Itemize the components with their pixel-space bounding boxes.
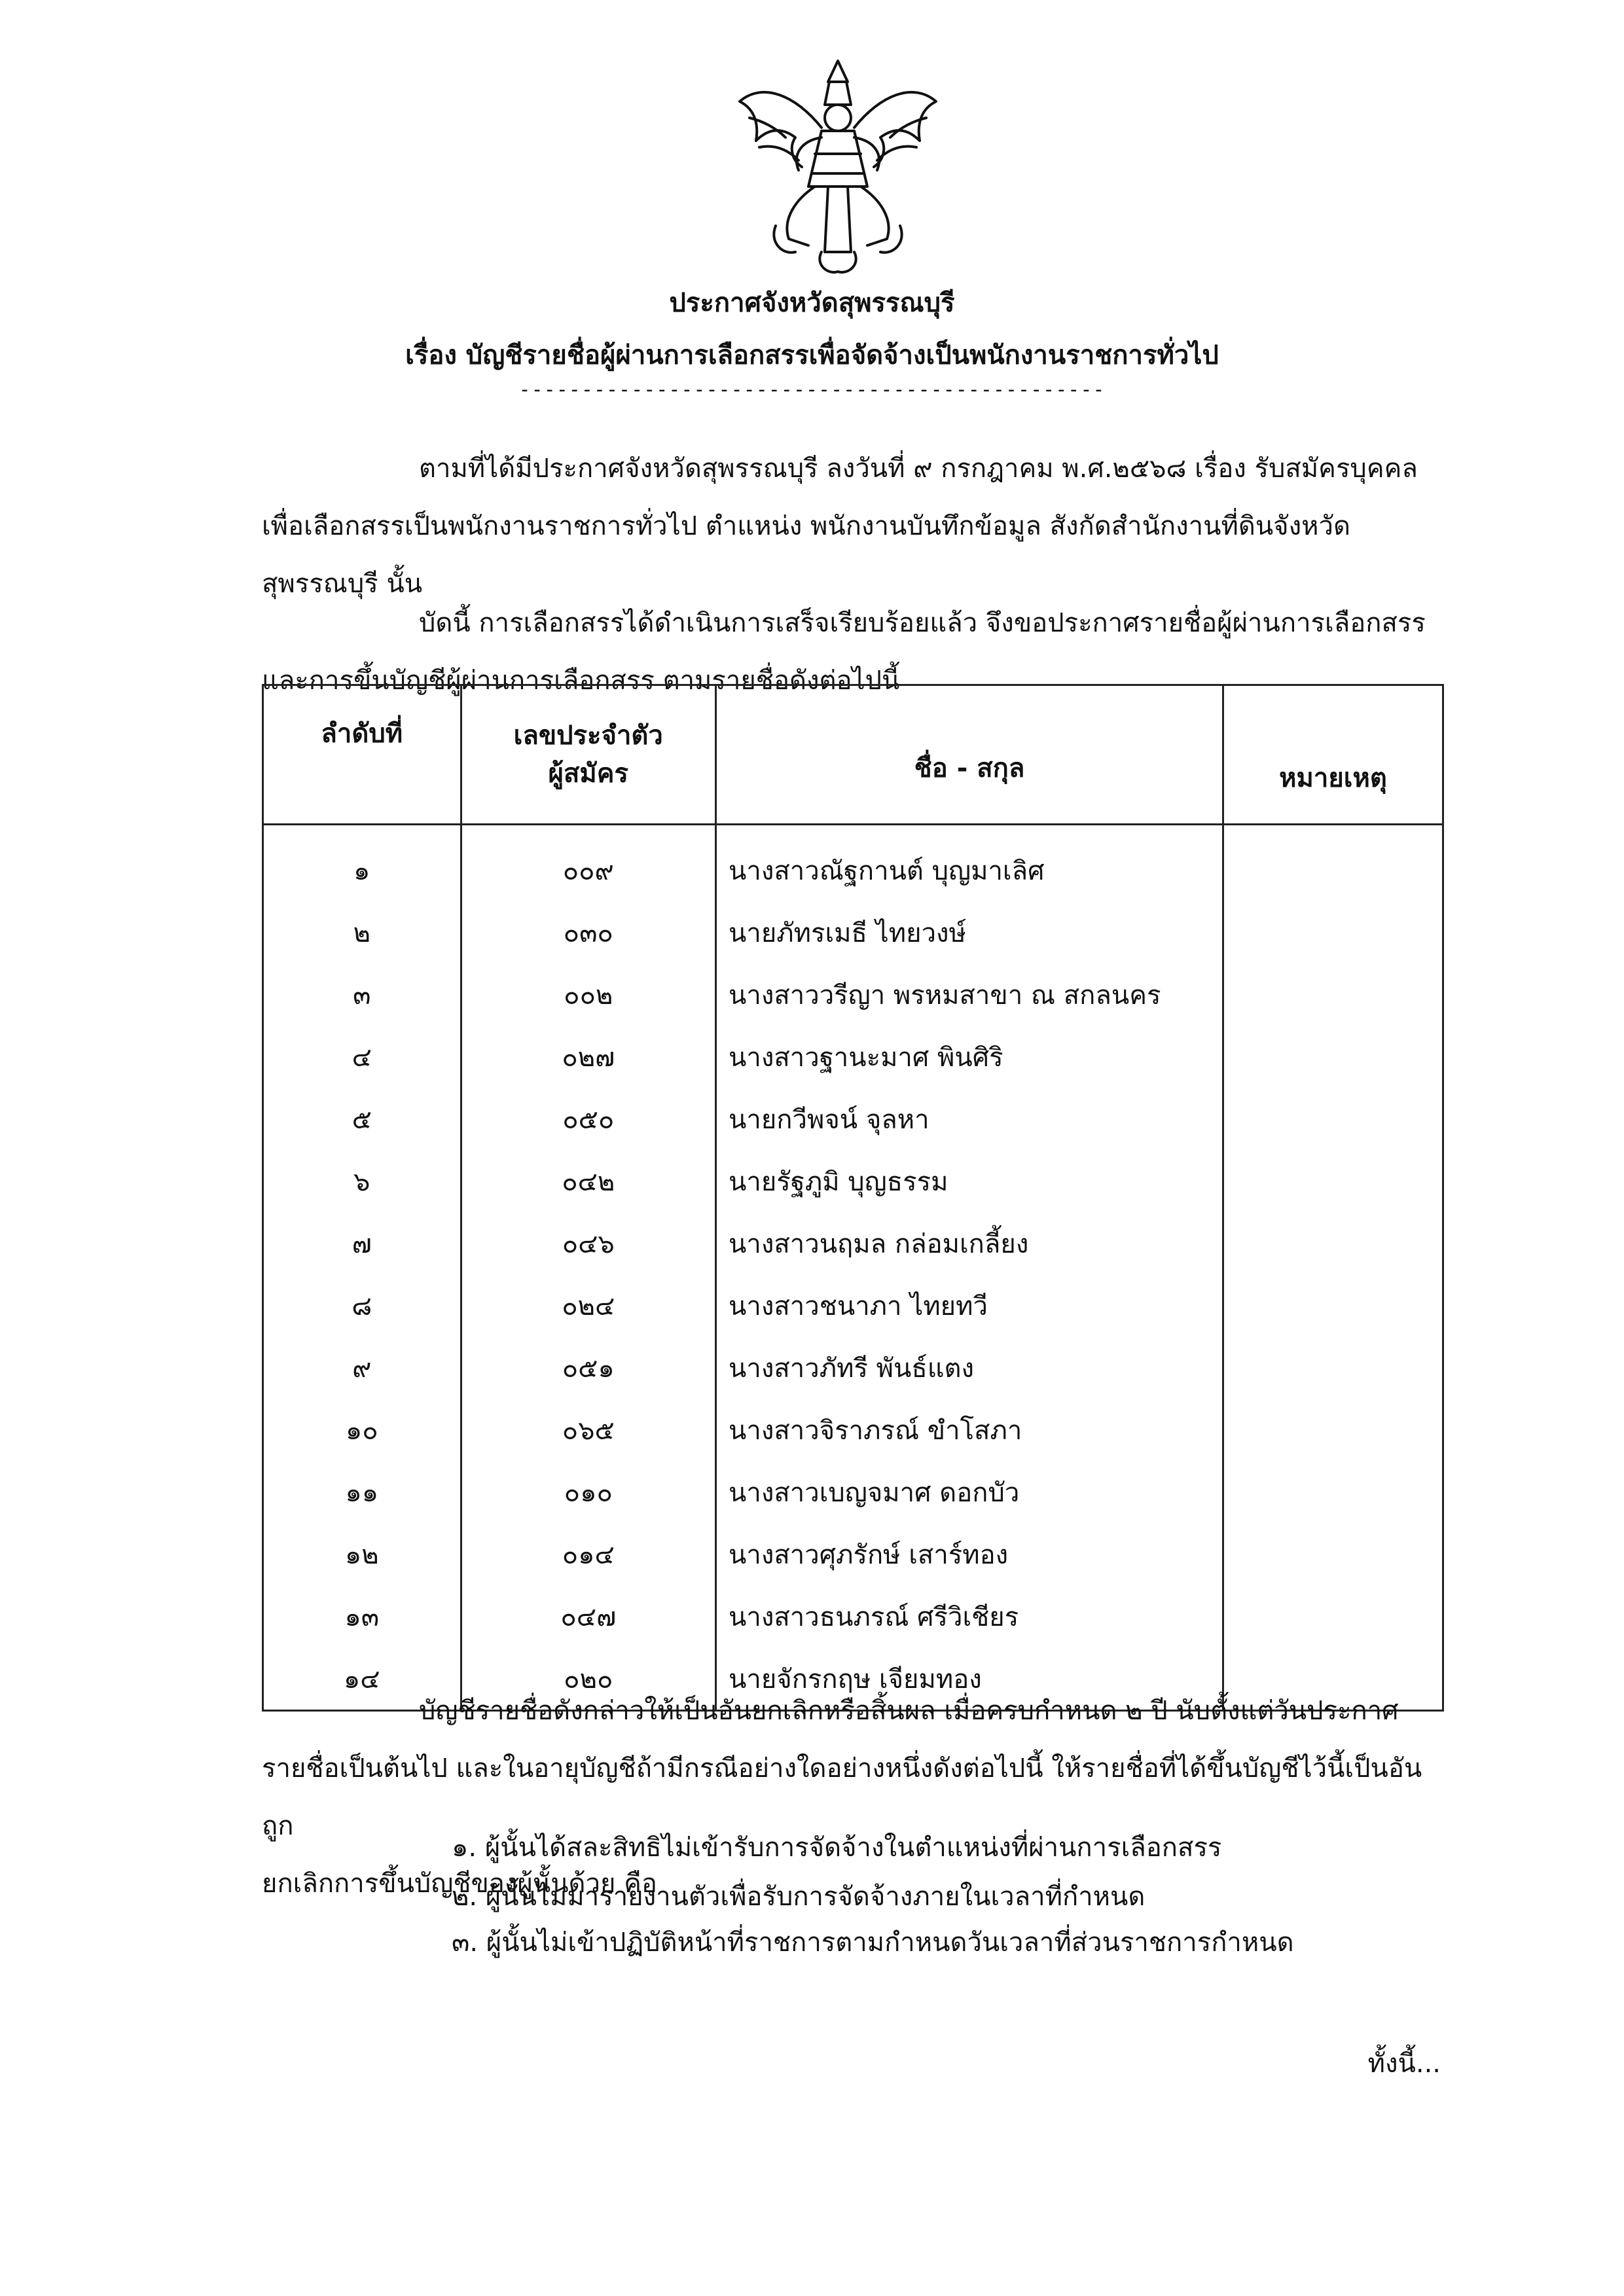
row-applicant-id: ๐๑๐ (461, 1461, 716, 1523)
row-applicant-id: ๐๖๕ (461, 1399, 716, 1461)
header-remark: หมายเหตุ (1223, 685, 1443, 825)
table-row (263, 1088, 1443, 1150)
intro-line-1: ตามที่ได้มีประกาศจังหวัดสุพรรณบุรี ลงวันที่ ๙ กรกฎาคม พ.ศ.๒๕๖๘ เรื่อง รับสมัครบุคคล (419, 454, 1418, 484)
header-applicant-id (461, 685, 716, 825)
table-row (263, 825, 1443, 902)
row-name: นางสาวจิราภรณ์ ขำโสภา (716, 1399, 1223, 1461)
header-name: ชื่อ - สกุล (716, 685, 1223, 825)
condition-item-2: ๒. ผู้นั้นไม่มารายงานตัวเพื่อรับการจัดจ้างภายในเวลาที่กำหนด (452, 1882, 1146, 1912)
row-applicant-id: ๐๒๗ (461, 1026, 716, 1088)
title-separator: ----------------------------------------------- (518, 378, 1106, 401)
row-name: นางสาวธนภรณ์ ศรีวิเชียร (716, 1585, 1223, 1647)
candidate-table (262, 684, 1444, 1712)
table-row (263, 1212, 1443, 1274)
row-name: นายจักรกฤษ เจียมทอง (716, 1647, 1223, 1711)
row-order: ๑๒ (263, 1523, 461, 1585)
table-row (263, 1274, 1443, 1336)
announcement-line-1: บัดนี้ การเลือกสรรได้ดำเนินการเสร็จเรียบร้อยแล้ว จึงขอประกาศรายชื่อผู้ผ่านการเลือกสรร (419, 608, 1426, 638)
intro-line-2: เพื่อเลือกสรรเป็นพนักงานราชการทั่วไป ตำแหน่ง พนักงานบันทึกข้อมูล สังกัดสำนักงานที่ดินจังหวัด (262, 511, 1350, 541)
validity-line-1: บัญชีรายชื่อดังกล่าวให้เป็นอันยกเลิกหรือสิ้นผล เมื่อครบกำหนด ๒ ปี นับตั้งแต่วันประกาศ (419, 1696, 1399, 1726)
continuation-text: ทั้งนี้... (1367, 2049, 1441, 2079)
row-remark (1223, 825, 1443, 902)
condition-item-3: ๓. ผู้นั้นไม่เข้าปฏิบัติหน้าที่ราชการตามกำหนดวันเวลาที่ส่วนราชการกำหนด (452, 1928, 1294, 1958)
row-name: นางสาวชนาภา ไทยทวี (716, 1274, 1223, 1336)
row-applicant-id: ๐๓๐ (461, 901, 716, 963)
row-remark (1223, 1212, 1443, 1274)
row-order: ๑๓ (263, 1585, 461, 1647)
row-order: ๕ (263, 1088, 461, 1150)
row-name: นางสาวภัทรี พันธ์แตง (716, 1336, 1223, 1399)
announcement-line-2: และการขึ้นบัญชีผู้ผ่านการเลือกสรร ตามรายชื่อดังต่อไปนี้ (262, 666, 900, 696)
row-applicant-id: ๐๔๗ (461, 1585, 716, 1647)
row-remark (1223, 963, 1443, 1026)
row-applicant-id: ๐๒๔ (461, 1274, 716, 1336)
header-order: ลำดับที่ (263, 685, 461, 825)
row-name: นายรัฐภูมิ บุญธรรม (716, 1150, 1223, 1212)
row-remark (1223, 901, 1443, 963)
row-name: นางสาววรีญา พรหมสาขา ณ สกลนคร (716, 963, 1223, 1026)
row-name: นางสาวนฤมล กล่อมเกลี้ยง (716, 1212, 1223, 1274)
table-row (263, 1585, 1443, 1647)
row-name: นางสาวณัฐกานต์ บุญมาเลิศ (716, 825, 1223, 902)
header-applicant-id-line2: ผู้สมัคร (548, 759, 628, 789)
table-row (263, 963, 1443, 1026)
row-applicant-id: ๐๕๑ (461, 1336, 716, 1399)
row-applicant-id: ๐๔๒ (461, 1150, 716, 1212)
row-applicant-id: ๐๑๔ (461, 1523, 716, 1585)
row-applicant-id: ๐๕๐ (461, 1088, 716, 1150)
header-applicant-id-line1: เลขประจำตัว (513, 721, 663, 751)
row-applicant-id: ๐๐๙ (461, 825, 716, 902)
row-order: ๔ (263, 1026, 461, 1088)
row-applicant-id: ๐๐๒ (461, 963, 716, 1026)
row-order: ๑ (263, 825, 461, 902)
row-order: ๓ (263, 963, 461, 1026)
row-remark (1223, 1585, 1443, 1647)
row-name: นายกวีพจน์ จุลหา (716, 1088, 1223, 1150)
row-order: ๑๑ (263, 1461, 461, 1523)
row-remark (1223, 1150, 1443, 1212)
validity-line-2: รายชื่อเป็นต้นไป และในอายุบัญชีถ้ามีกรณีอย่างใดอย่างหนึ่งดังต่อไปนี้ ให้รายชื่อที่ได้ขึ้นบัญชีไว้นี้เป็นอันถูก (262, 1753, 1422, 1841)
table-row (263, 1399, 1443, 1461)
row-applicant-id: ๐๒๐ (461, 1647, 716, 1711)
row-remark (1223, 1399, 1443, 1461)
row-order: ๖ (263, 1150, 461, 1212)
row-name: นางสาวฐานะมาศ พินศิริ (716, 1026, 1223, 1088)
validity-line-3: ยกเลิกการขึ้นบัญชีของผู้นั้นด้วย คือ (262, 1869, 657, 1899)
row-remark (1223, 1461, 1443, 1523)
table-row (263, 1461, 1443, 1523)
intro-paragraph (262, 440, 1447, 613)
row-remark (1223, 1523, 1443, 1585)
row-applicant-id: ๐๔๖ (461, 1212, 716, 1274)
table-row (263, 1523, 1443, 1585)
table-row (263, 1026, 1443, 1088)
row-name: นายภัทรเมธี ไทยวงษ์ (716, 901, 1223, 963)
announcement-title: ประกาศจังหวัดสุพรรณบุรี (669, 288, 955, 318)
row-order: ๑๐ (263, 1399, 461, 1461)
garuda-emblem-icon (730, 56, 946, 278)
row-remark (1223, 1088, 1443, 1150)
row-remark (1223, 1336, 1443, 1399)
row-remark (1223, 1274, 1443, 1336)
table-row (263, 901, 1443, 963)
row-name: นางสาวเบญจมาศ ดอกบัว (716, 1461, 1223, 1523)
row-order: ๒ (263, 901, 461, 963)
table-row (263, 1150, 1443, 1212)
row-order: ๑๔ (263, 1647, 461, 1711)
row-order: ๘ (263, 1274, 461, 1336)
intro-line-3: สุพรรณบุรี นั้น (262, 569, 423, 599)
row-order: ๙ (263, 1336, 461, 1399)
row-order: ๗ (263, 1212, 461, 1274)
announcement-subject: เรื่อง บัญชีรายชื่อผู้ผ่านการเลือกสรรเพื่อจัดจ้างเป็นพนักงานราชการทั่วไป (405, 340, 1219, 370)
condition-item-1: ๑. ผู้นั้นได้สละสิทธิไม่เข้ารับการจัดจ้างในตำแหน่งที่ผ่านการเลือกสรร (452, 1833, 1222, 1863)
row-remark (1223, 1026, 1443, 1088)
table-row (263, 1336, 1443, 1399)
row-name: นางสาวศุภรักษ์ เสาร์ทอง (716, 1523, 1223, 1585)
table-header-row (263, 685, 1443, 825)
